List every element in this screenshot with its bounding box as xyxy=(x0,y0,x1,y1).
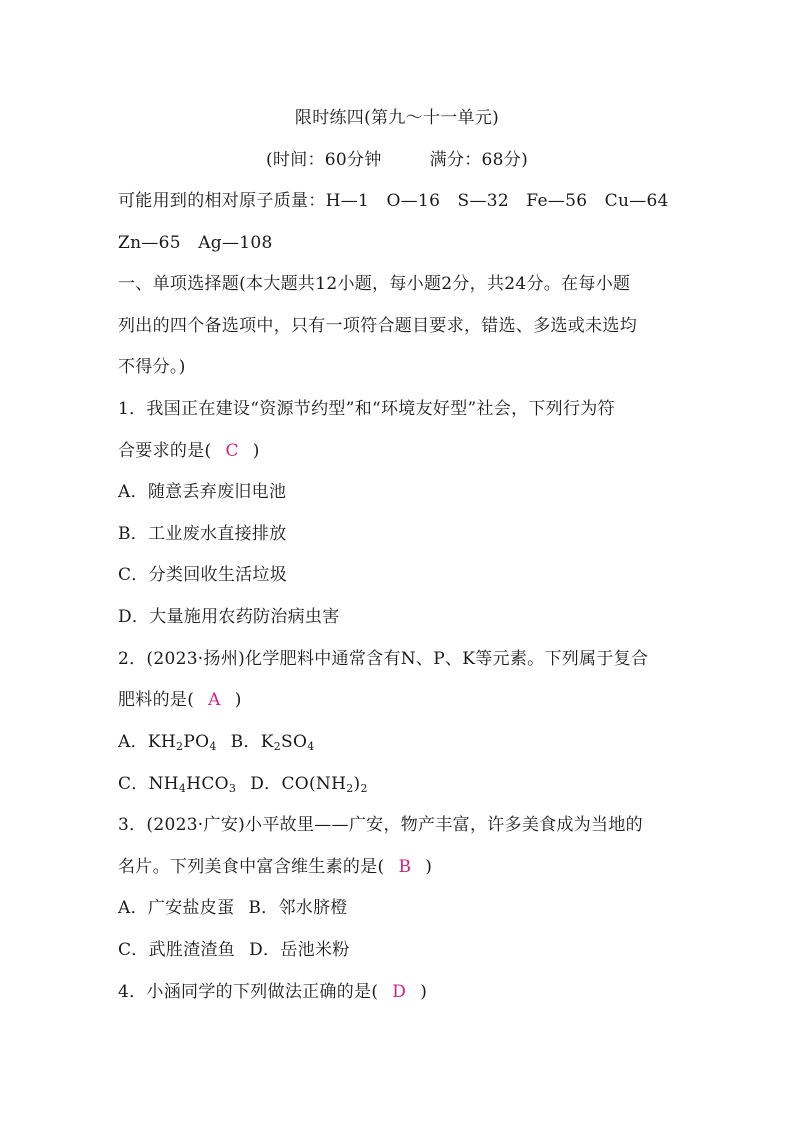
q3-options-ab xyxy=(118,896,348,920)
section-heading-line-2: 列出的四个备选项中，只有一项符合题目要求，错选、多选或未选均 xyxy=(118,316,637,336)
q3-option-c: C．武胜渣渣鱼 xyxy=(118,940,236,960)
q1-option-c: C．分类回收生活垃圾 xyxy=(118,565,288,585)
q3-option-d: D．岳池米粉 xyxy=(249,940,350,960)
q3-stem-end: 名片。下列美食中富含维生素的是( xyxy=(118,857,385,877)
q2-b-subscript: 2 xyxy=(273,740,282,753)
q2-answer: A xyxy=(208,690,221,710)
page-title: 限时练四(第九～十一单元) xyxy=(294,108,500,128)
q3-close-paren: ) xyxy=(425,857,433,877)
q1-stem-line-1: 1．我国正在建设“资源节约型”和“环境友好型”社会，下列行为符 xyxy=(118,399,615,419)
atomic-mass-line-2: Zn—65 Ag—108 xyxy=(118,233,273,253)
q2-b-subscript-2: 4 xyxy=(307,740,315,753)
q1-stem-end: 合要求的是( xyxy=(118,441,212,461)
q2-options-ab xyxy=(118,730,315,754)
section-heading-line-1: 一、单项选择题(本大题共12小题，每小题2分，共24分。在每小题 xyxy=(118,274,631,294)
q3-stem-line-2 xyxy=(118,855,432,879)
q2-a-subscript-2: 4 xyxy=(209,740,217,753)
q2-options-cd xyxy=(118,772,368,796)
q2-option-c xyxy=(118,774,236,794)
q2-a-text: A．KH xyxy=(118,732,177,752)
q2-stem-line-2 xyxy=(118,688,242,712)
q3-answer: B xyxy=(398,857,412,877)
q3-option-b: B．邻水脐橙 xyxy=(248,898,348,918)
q2-d-subscript: 2 xyxy=(346,782,354,795)
q2-d-text-2: ) xyxy=(353,774,361,794)
q2-option-a xyxy=(118,732,217,752)
q2-c-text: C．NH xyxy=(118,774,179,794)
q4-close-paren: ) xyxy=(420,982,428,1002)
q2-c-subscript: 4 xyxy=(178,782,187,795)
q3-option-a: A．广安盐皮蛋 xyxy=(118,898,235,918)
q3-stem-line-1: 3．(2023·广安)小平故里——广安，物产丰富，许多美食成为当地的 xyxy=(118,815,643,835)
exam-info xyxy=(0,148,794,172)
q4-answer: D xyxy=(392,982,407,1002)
q2-a-subscript: 2 xyxy=(176,740,184,753)
section-heading-line-3: 不得分。) xyxy=(118,357,186,377)
q2-c-subscript-2: 3 xyxy=(228,782,237,795)
q1-option-a: A．随意丢弃废旧电池 xyxy=(118,482,287,502)
q1-stem-line-2 xyxy=(118,439,260,463)
q2-close-paren: ) xyxy=(234,690,242,710)
q2-stem-end: 肥料的是( xyxy=(118,690,195,710)
q1-option-d: D．大量施用农药防治病虫害 xyxy=(118,607,340,627)
q2-b-text: B．K xyxy=(230,732,274,752)
q4-stem xyxy=(118,980,427,1004)
q2-d-text: D．CO(NH xyxy=(250,774,347,794)
q1-close-paren: ) xyxy=(252,441,260,461)
q2-d-subscript-2: 2 xyxy=(360,782,368,795)
q2-option-b xyxy=(231,732,315,752)
time-limit: (时间：60分钟 xyxy=(265,150,382,170)
q1-option-b: B．工业废水直接排放 xyxy=(118,524,287,544)
q1-answer: C xyxy=(225,441,239,461)
q4-stem-text: 4．小涵同学的下列做法正确的是( xyxy=(118,982,379,1002)
q2-a-text-2: PO xyxy=(183,732,210,752)
atomic-mass-line-1: 可能用到的相对原子质量：H—1 O—16 S—32 Fe—56 Cu—64 xyxy=(118,191,669,211)
q3-options-cd xyxy=(118,938,350,962)
q2-stem-line-1: 2．(2023·扬州)化学肥料中通常含有N、P、K等元素。下列属于复合 xyxy=(118,649,649,669)
full-score: 满分：68分) xyxy=(429,150,529,170)
q2-b-text-2: SO xyxy=(281,732,308,752)
q2-option-d xyxy=(250,774,368,794)
q2-c-text-2: HCO xyxy=(186,774,229,794)
